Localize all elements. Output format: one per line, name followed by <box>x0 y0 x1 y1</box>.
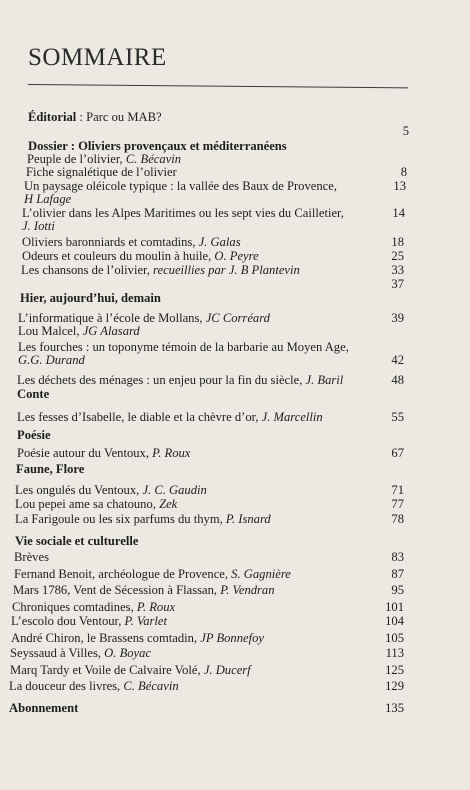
page-number: 87 <box>391 567 404 581</box>
entry-title: Conte <box>17 387 50 401</box>
entry-author: C. Bécavin <box>125 152 182 166</box>
entry-title: Les chansons de l’olivier, <box>21 263 154 277</box>
entry-author: J. Iotti <box>22 219 55 233</box>
page-number: 129 <box>385 679 404 693</box>
toc-entry <box>0 410 470 424</box>
entry-author: J. Ducerf <box>203 663 251 677</box>
entry-title: Odeurs et couleurs du moulin à huile, <box>22 249 215 263</box>
page-number: 13 <box>393 179 406 193</box>
entry-title: Poésie autour du Ventoux, <box>17 446 153 460</box>
entry-author: Zek <box>159 497 178 511</box>
page-number: 83 <box>391 550 404 564</box>
section-heading <box>0 701 470 715</box>
entry-author: J. Galas <box>198 235 241 249</box>
entry-title: Lou Malcel, <box>18 324 83 338</box>
toc-entry <box>0 583 470 597</box>
section-heading <box>0 291 470 305</box>
page-number: 5 <box>402 124 409 138</box>
page-number: 71 <box>391 483 404 497</box>
page-title: SOMMAIRE <box>28 44 167 71</box>
entry-prefix: Éditorial <box>28 110 77 124</box>
entry-title: Brèves <box>14 550 49 564</box>
entry-author: J. C. Gaudin <box>142 483 207 497</box>
entry-title: L’escolo dou Ventour, <box>11 614 125 628</box>
title-underline <box>28 84 408 88</box>
toc-entry <box>0 165 470 179</box>
page-number: 42 <box>391 353 404 367</box>
toc-entry <box>0 600 470 614</box>
entry-title: Fernand Benoit, archéologue de Provence, <box>14 567 232 581</box>
page-number: 77 <box>391 497 404 511</box>
toc-entry <box>0 235 470 249</box>
entry-author: S. Gagnière <box>231 567 291 581</box>
entry-title: L’olivier dans les Alpes Maritimes ou les sept vies du Cailletier, <box>22 206 344 220</box>
entry-title: Fiche signalétique de l’olivier <box>26 165 177 179</box>
toc-entry <box>0 483 470 497</box>
entry-title: : Parc ou MAB? <box>76 110 162 124</box>
toc-entry <box>0 192 470 206</box>
entry-title: Mars 1786, Vent de Sécession à Flassan, <box>13 583 221 597</box>
section-heading <box>0 387 470 401</box>
toc-entry <box>0 373 470 387</box>
page-number: 135 <box>385 701 404 715</box>
toc-entry <box>0 446 470 460</box>
page-number: 39 <box>391 311 404 325</box>
entry-title: Peuple de l’olivier, <box>27 152 126 166</box>
entry-author: P. Varlet <box>124 614 167 628</box>
toc-entry <box>0 324 470 338</box>
page-number: 67 <box>391 446 404 460</box>
page-number: 113 <box>385 646 404 660</box>
section-heading <box>0 534 470 548</box>
entry-title: Seyssaud à Villes, <box>10 646 105 660</box>
page-number: 95 <box>391 583 404 597</box>
entry-author: recueillies par J. B Plantevin <box>153 263 300 277</box>
toc-entry <box>0 567 470 581</box>
toc-entry <box>0 512 470 526</box>
toc-entry <box>0 646 470 660</box>
entry-author: JP Bonnefoy <box>200 631 264 645</box>
page-number: 48 <box>391 373 404 387</box>
entry-title: La Farigoule ou les six parfums du thym, <box>15 512 226 526</box>
page-number: 105 <box>385 631 404 645</box>
page-number: 37 <box>391 277 404 291</box>
toc-entry <box>0 614 470 628</box>
entry-author: P. Isnard <box>225 512 271 526</box>
entry-title: Les fourches : un toponyme témoin de la barbarie au Moyen Age, <box>18 340 349 354</box>
toc-entry <box>0 497 470 511</box>
entry-author: JC Corréard <box>205 311 270 325</box>
page-number: 25 <box>391 249 404 263</box>
entry-title: Lou pepei ame sa chatouno, <box>15 497 160 511</box>
page-number: 14 <box>392 206 405 220</box>
toc-entry <box>0 340 470 354</box>
entry-author: J. Baril <box>305 373 344 387</box>
entry-title: Les déchets des ménages : un enjeu pour la fin du siècle, <box>17 373 306 387</box>
page-number: 33 <box>391 263 404 277</box>
entry-author: P. Vendran <box>220 583 275 597</box>
page-number: 18 <box>391 235 404 249</box>
entry-title: Marq Tardy et Voile de Calvaire Volé, <box>10 663 204 677</box>
toc-entry <box>0 110 470 124</box>
toc-entry <box>0 277 470 291</box>
page-number: 78 <box>391 512 404 526</box>
entry-author: O. Peyre <box>214 249 259 263</box>
entry-title: Oliviers baronniards et comtadins, <box>22 235 199 249</box>
toc-entry <box>0 219 470 233</box>
entry-title: Poésie <box>17 428 51 442</box>
entry-title: Chroniques comtadines, <box>12 600 137 614</box>
entry-title: L’informatique à l’école de Mollans, <box>18 311 206 325</box>
entry-title: Faune, Flore <box>16 462 85 476</box>
entry-author: JG Alasard <box>82 324 140 338</box>
section-heading <box>0 139 470 153</box>
toc-entry <box>0 631 470 645</box>
toc-entry <box>0 179 470 193</box>
toc-entry <box>0 124 470 138</box>
entry-title: André Chiron, le Brassens comtadin, <box>11 631 201 645</box>
entry-title: Dossier : Oliviers provençaux et méditerranéens <box>28 139 287 153</box>
entry-author: O. Boyac <box>104 646 152 660</box>
entry-author: P. Roux <box>152 446 191 460</box>
entry-author: J. Marcellin <box>261 410 323 424</box>
section-heading <box>0 428 470 442</box>
toc-entry <box>0 152 470 166</box>
toc-entry <box>0 263 470 277</box>
toc-entry <box>0 550 470 564</box>
entry-author: G.G. Durand <box>18 353 85 367</box>
entry-title: La douceur des livres, <box>9 679 124 693</box>
page-number: 8 <box>400 165 407 179</box>
entry-title: Un paysage oléicole typique : la vallée des Baux de Provence, <box>24 179 337 193</box>
page-number: 55 <box>391 410 404 424</box>
entry-author: C. Bécavin <box>123 679 179 693</box>
toc-entry <box>0 679 470 693</box>
toc-entry <box>0 663 470 677</box>
toc-entry <box>0 206 470 220</box>
page-number: 125 <box>385 663 404 677</box>
toc-entry <box>0 353 470 367</box>
entry-title: Les ongulés du Ventoux, <box>15 483 143 497</box>
toc-entry <box>0 311 470 325</box>
entry-title: Hier, aujourd’hui, demain <box>20 291 161 305</box>
entry-title: Les fesses d’Isabelle, le diable et la chèvre d’or, <box>17 410 262 424</box>
entry-author: H Lafage <box>24 192 72 206</box>
toc-entry <box>0 249 470 263</box>
section-heading <box>0 462 470 476</box>
entry-author: P. Roux <box>136 600 176 614</box>
page-number: 101 <box>385 600 404 614</box>
entry-title: Abonnement <box>9 701 79 715</box>
page-number: 104 <box>385 614 404 628</box>
entry-title: Vie sociale et culturelle <box>15 534 139 548</box>
